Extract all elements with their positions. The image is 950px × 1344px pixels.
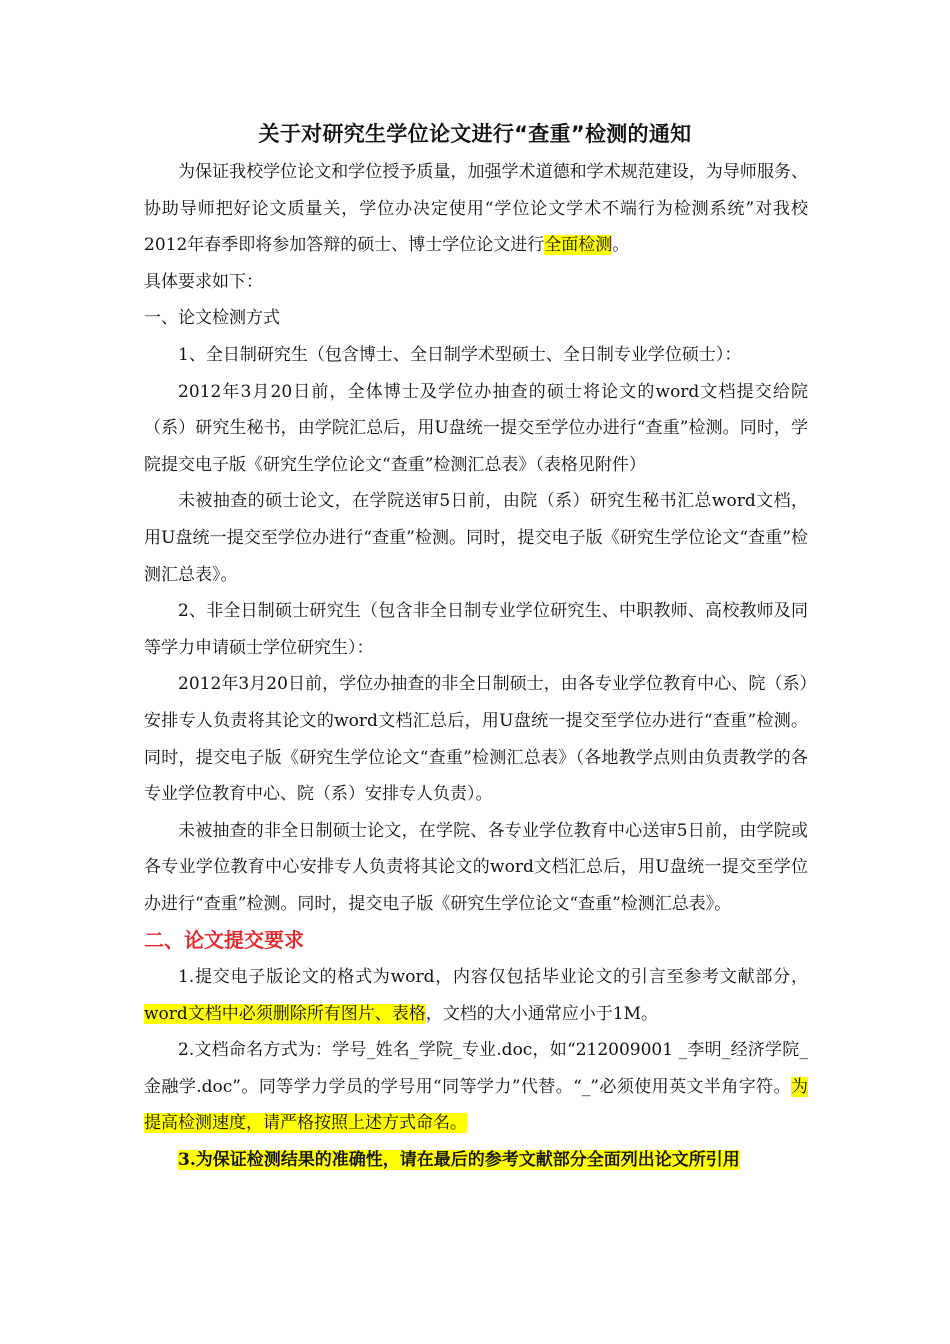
requirement-2-text: 2.文档命名方式为：学号_姓名_学院_专业.doc，如“212009001 _李明_经济学院_金融学.doc”。同等学力学员的学号用“同等学力”代替。“_”必须使用英文半角字符。 <box>144 1040 808 1097</box>
intro-end: 。 <box>612 235 630 256</box>
requirements-lead: 具体要求如下： <box>144 271 263 292</box>
section2-heading: 二、论文提交要求 <box>144 928 304 953</box>
highlight-naming: 为提高检测速度，请严格按照上述方式命名。 <box>144 1076 808 1134</box>
requirement-1-text: 1.提交电子版论文的格式为word，内容仅包括毕业论文的引言至参考文献部分， <box>178 967 808 988</box>
requirement-3 <box>144 1142 808 1179</box>
requirement-1-end: ，文档的大小通常应小于1M。 <box>425 1003 659 1024</box>
requirement-2 <box>144 1032 808 1142</box>
item2-paragraph-2: 未被抽查的非全日制硕士论文，在学院、各专业学位教育中心送审5日前，由学院或各专业学位教育中心安排专人负责将其论文的word文档汇总后，用U盘统一提交至学位办进行“查重”检测。同时，提交电子版《研究生学位论文“查重”检测汇总表》。 <box>144 820 808 914</box>
section1-heading: 一、论文检测方式 <box>144 308 280 329</box>
requirement-1 <box>144 959 808 1032</box>
highlight-remove-images: word文档中必须删除所有图片、表格 <box>144 1003 426 1024</box>
document-title: 关于对研究生学位论文进行“查重”检测的通知 <box>258 122 692 146</box>
highlight-full-check: 全面检测 <box>544 235 613 256</box>
item1-paragraph-2: 未被抽查的硕士论文，在学院送审5日前，由院（系）研究生秘书汇总word文档，用U盘统一提交至学位办进行“查重”检测。同时，提交电子版《研究生学位论文“查重”检测汇总表》。 <box>144 491 808 585</box>
intro-paragraph <box>144 154 808 264</box>
item2-paragraph-1: 2012年3月20日前，学位办抽查的非全日制硕士，由各专业学位教育中心、院（系）安排专人负责将其论文的word文档汇总后，用U盘统一提交至学位办进行“查重”检测。同时，提交电子版《研究生学位论文“查重”检测汇总表》（各地教学点则由负责教学的各专业学位教育中心、院（系）安排专人负责）。 <box>144 674 808 805</box>
item2-heading: 2、非全日制硕士研究生（包含非全日制专业学位研究生、中职教师、高校教师及同等学力申请硕士学位研究生）： <box>144 601 808 658</box>
intro-text: 为保证我校学位论文和学位授予质量，加强学术道德和学术规范建设，为导师服务、协助导师把好论文质量关，学位办决定使用“学位论文学术不端行为检测系统”对我校2012年春季即将参加答辩的硕士、博士学位论文进行 <box>144 162 808 256</box>
document-body <box>144 154 808 1179</box>
item1-heading: 1、全日制研究生（包含博士、全日制学术型硕士、全日制专业学位硕士）： <box>178 344 742 365</box>
item1-paragraph-1: 2012年3月20日前，全体博士及学位办抽查的硕士将论文的word文档提交给院（系）研究生秘书，由学院汇总后，用U盘统一提交至学位办进行“查重”检测。同时，学院提交电子版《研究生学位论文“查重”检测汇总表》（表格见附件） <box>144 381 808 475</box>
highlight-references: 3.为保证检测结果的准确性，请在最后的参考文献部分全面列出论文所引用 <box>178 1150 740 1171</box>
